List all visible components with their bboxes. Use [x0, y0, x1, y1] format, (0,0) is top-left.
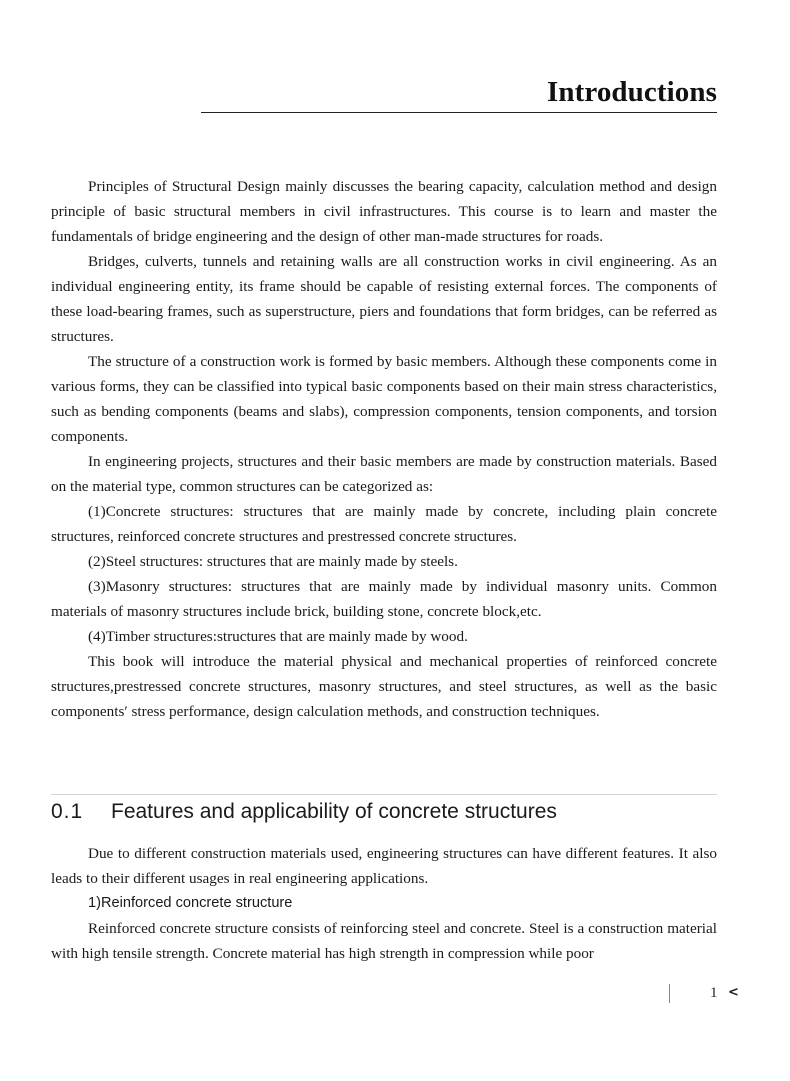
section-number: 0.1 — [51, 800, 84, 823]
paragraph: Principles of Structural Design mainly discusses the bearing capacity, calculation method and design principle of basic structural members in civil infrastructures. This course is to learn and master the fundamentals of bridge engineering and the design of other man-made structures for roads. — [51, 178, 717, 245]
subsection-heading: 1)Reinforced concrete structure — [88, 895, 293, 911]
paragraph: Bridges, culverts, tunnels and retaining walls are all construction works in civil engineering. As an individual engineering entity, its frame should be capable of resisting external forces. The components of these load-bearing frames, such as superstructure, piers and foundations that form bridges, can be referred as structures. — [51, 253, 717, 345]
chevron-left-icon: < — [728, 985, 739, 1000]
list-item-concrete: (1)Concrete structures: structures that are mainly made by concrete, including plain concrete structures, reinforced concrete structures and prestressed concrete structures. — [51, 503, 717, 545]
list-item-timber: (4)Timber structures:structures that are mainly made by wood. — [88, 628, 468, 645]
section-body — [51, 841, 717, 966]
list-item-masonry: (3)Masonry structures: structures that are mainly made by individual masonry units. Common materials of masonry structures include brick, building stone, concrete block,etc. — [51, 578, 717, 620]
page-number: 1 — [710, 985, 718, 1001]
paragraph: Reinforced concrete structure consists of reinforcing steel and concrete. Steel is a construction material with high tensile strength. Concrete material has high strength in compression while poor — [51, 920, 717, 962]
footer-divider — [669, 984, 670, 1003]
paragraph: In engineering projects, structures and their basic members are made by construction materials. Based on the material type, common structures can be categorized as: — [51, 453, 717, 495]
title-underline — [201, 112, 717, 113]
list-item-steel: (2)Steel structures: structures that are mainly made by steels. — [88, 553, 458, 570]
paragraph: Due to different construction materials used, engineering structures can have different features. It also leads to their different usages in real engineering applications. — [51, 845, 717, 887]
intro-body — [51, 174, 717, 724]
section-heading — [51, 796, 557, 828]
chapter-title: Introductions — [547, 76, 717, 108]
paragraph: The structure of a construction work is formed by basic members. Although these components come in various forms, they can be classified into typical basic components based on their main stress characteristics, such as bending components (beams and slabs), compression components, tension components, and torsion components. — [51, 353, 717, 445]
section-divider — [51, 794, 717, 795]
paragraph: This book will introduce the material physical and mechanical properties of reinforced concrete structures,prestressed concrete structures, masonry structures, and steel structures, as well as the basic components′ stress performance, design calculation methods, and construction techniques. — [51, 653, 717, 720]
page-footer — [660, 984, 739, 1004]
section-title: Features and applicability of concrete structures — [111, 800, 557, 823]
